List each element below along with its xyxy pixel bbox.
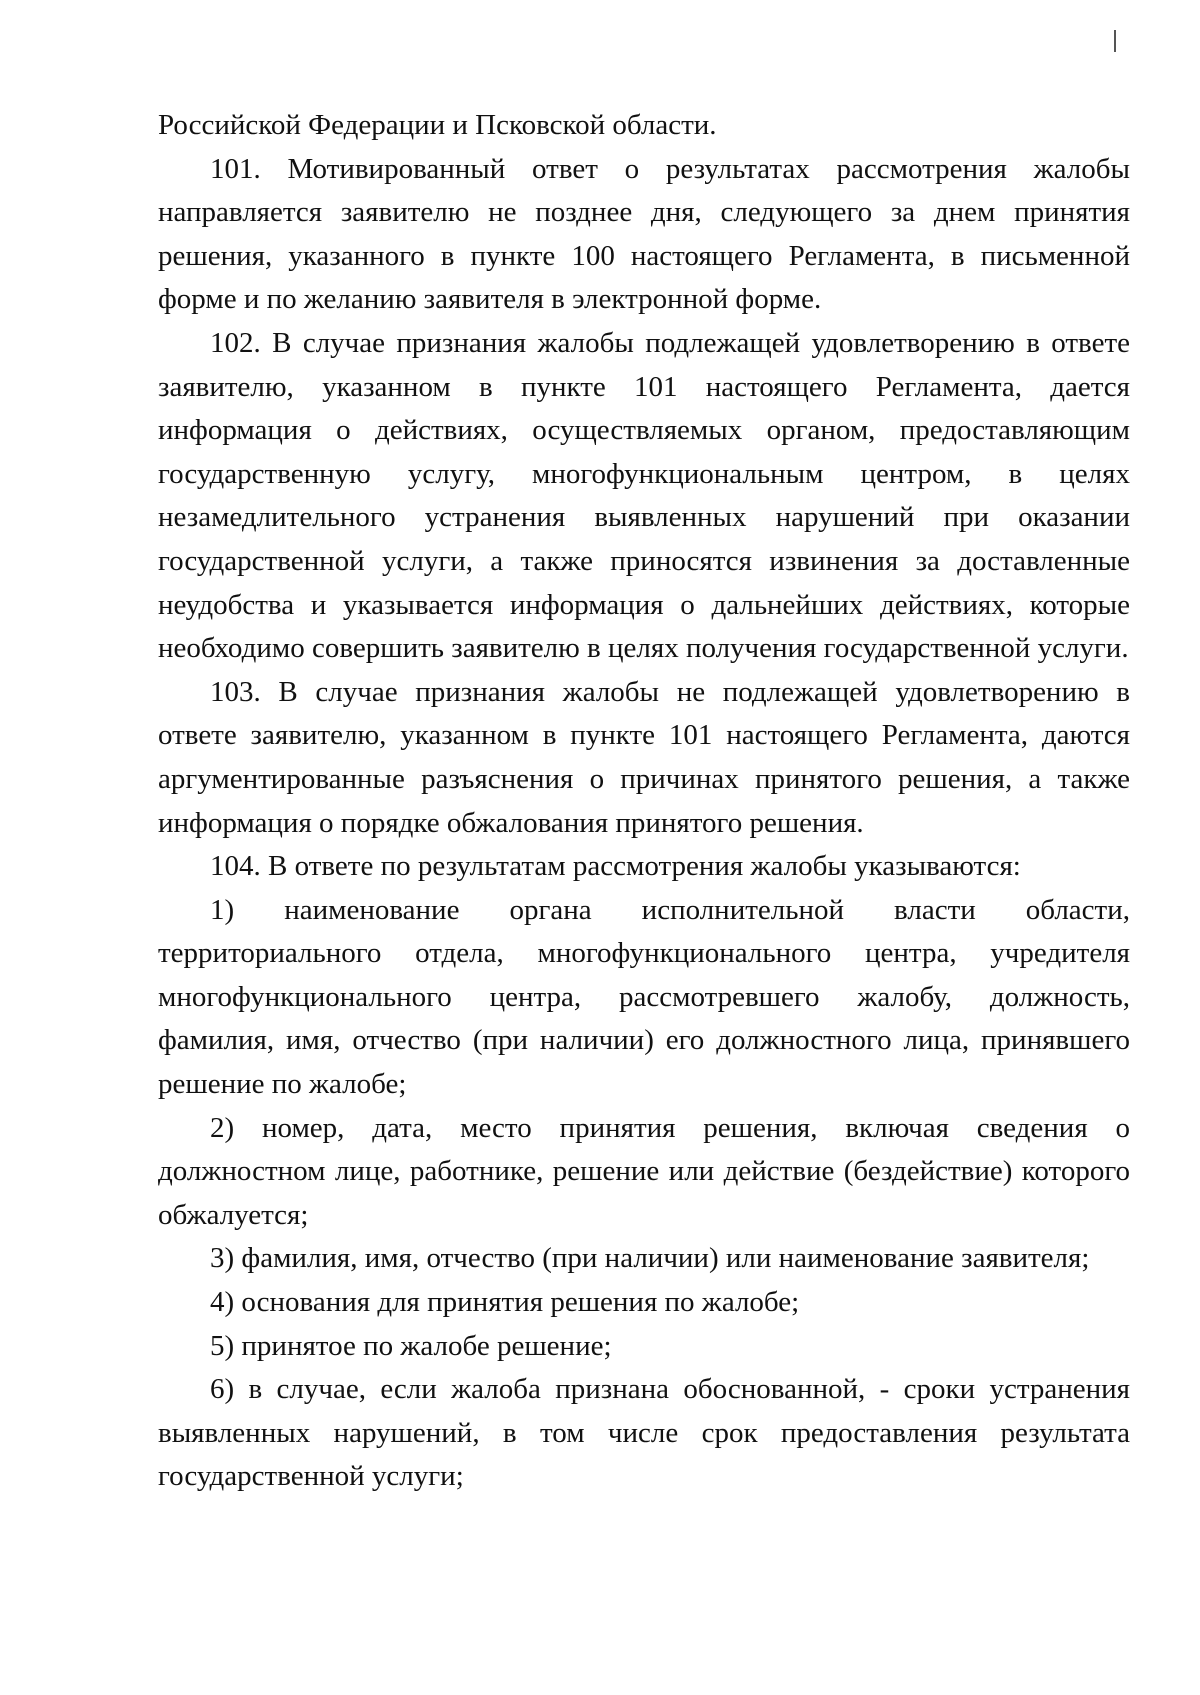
list-item-1: 1) наименование органа исполнительной власти области, территориального отдела, многофункционального центра, учредителя многофункционального центра, рассмотревшего жалобу, должность, фамилия, имя, отчество (при наличии) его должностного лица, принявшего решение по жалобе; bbox=[158, 893, 1130, 1101]
paragraph-104: 104. В ответе по результатам рассмотрения жалобы указываются: bbox=[210, 850, 1021, 883]
list-item-3: 3) фамилия, имя, отчество (при наличии) или наименование заявителя; bbox=[210, 1242, 1090, 1275]
paragraph-101: 101. Мотивированный ответ о результатах рассмотрения жалобы направляется заявителю не позднее дня, следующего за днем принятия решения, указанного в пункте 100 настоящего Регламента, в письменной форме и по желанию заявителя в электронной форме. bbox=[158, 152, 1130, 316]
list-item-6: 6) в случае, если жалоба признана обоснованной, - сроки устранения выявленных нарушений, в том числе срок предоставления результата государственной услуги; bbox=[158, 1373, 1130, 1493]
document-page bbox=[158, 104, 1130, 1499]
list-item-5: 5) принятое по жалобе решение; bbox=[210, 1329, 612, 1362]
list-item-2: 2) номер, дата, место принятия решения, включая сведения о должностном лице, работнике, решение или действие (бездействие) которого обжалуется; bbox=[158, 1111, 1130, 1231]
paragraph-102: 102. В случае признания жалобы подлежащей удовлетворению в ответе заявителю, указанном в пункте 101 настоящего Регламента, дается информация о действиях, осуществляемых органом, предоставляющим государственную услугу, многофункциональным центром, в целях незамедлительного устранения выявленных нарушений при оказании государственной услуги, а также приносятся извинения за доставленные неудобства и указывается информация о дальнейших действиях, которые необходимо совершить заявителю в целях получения государственной услуги. bbox=[158, 326, 1130, 665]
scan-artifact-mark bbox=[1114, 30, 1116, 52]
paragraph-continuation: Российской Федерации и Псковской области. bbox=[158, 109, 717, 141]
list-item-4: 4) основания для принятия решения по жалобе; bbox=[210, 1286, 800, 1319]
paragraph-103: 103. В случае признания жалобы не подлежащей удовлетворению в ответе заявителю, указанном в пункте 101 настоящего Регламента, даются аргументированные разъяснения о причинах принятого решения, а также информация о порядке обжалования принятого решения. bbox=[158, 675, 1130, 839]
